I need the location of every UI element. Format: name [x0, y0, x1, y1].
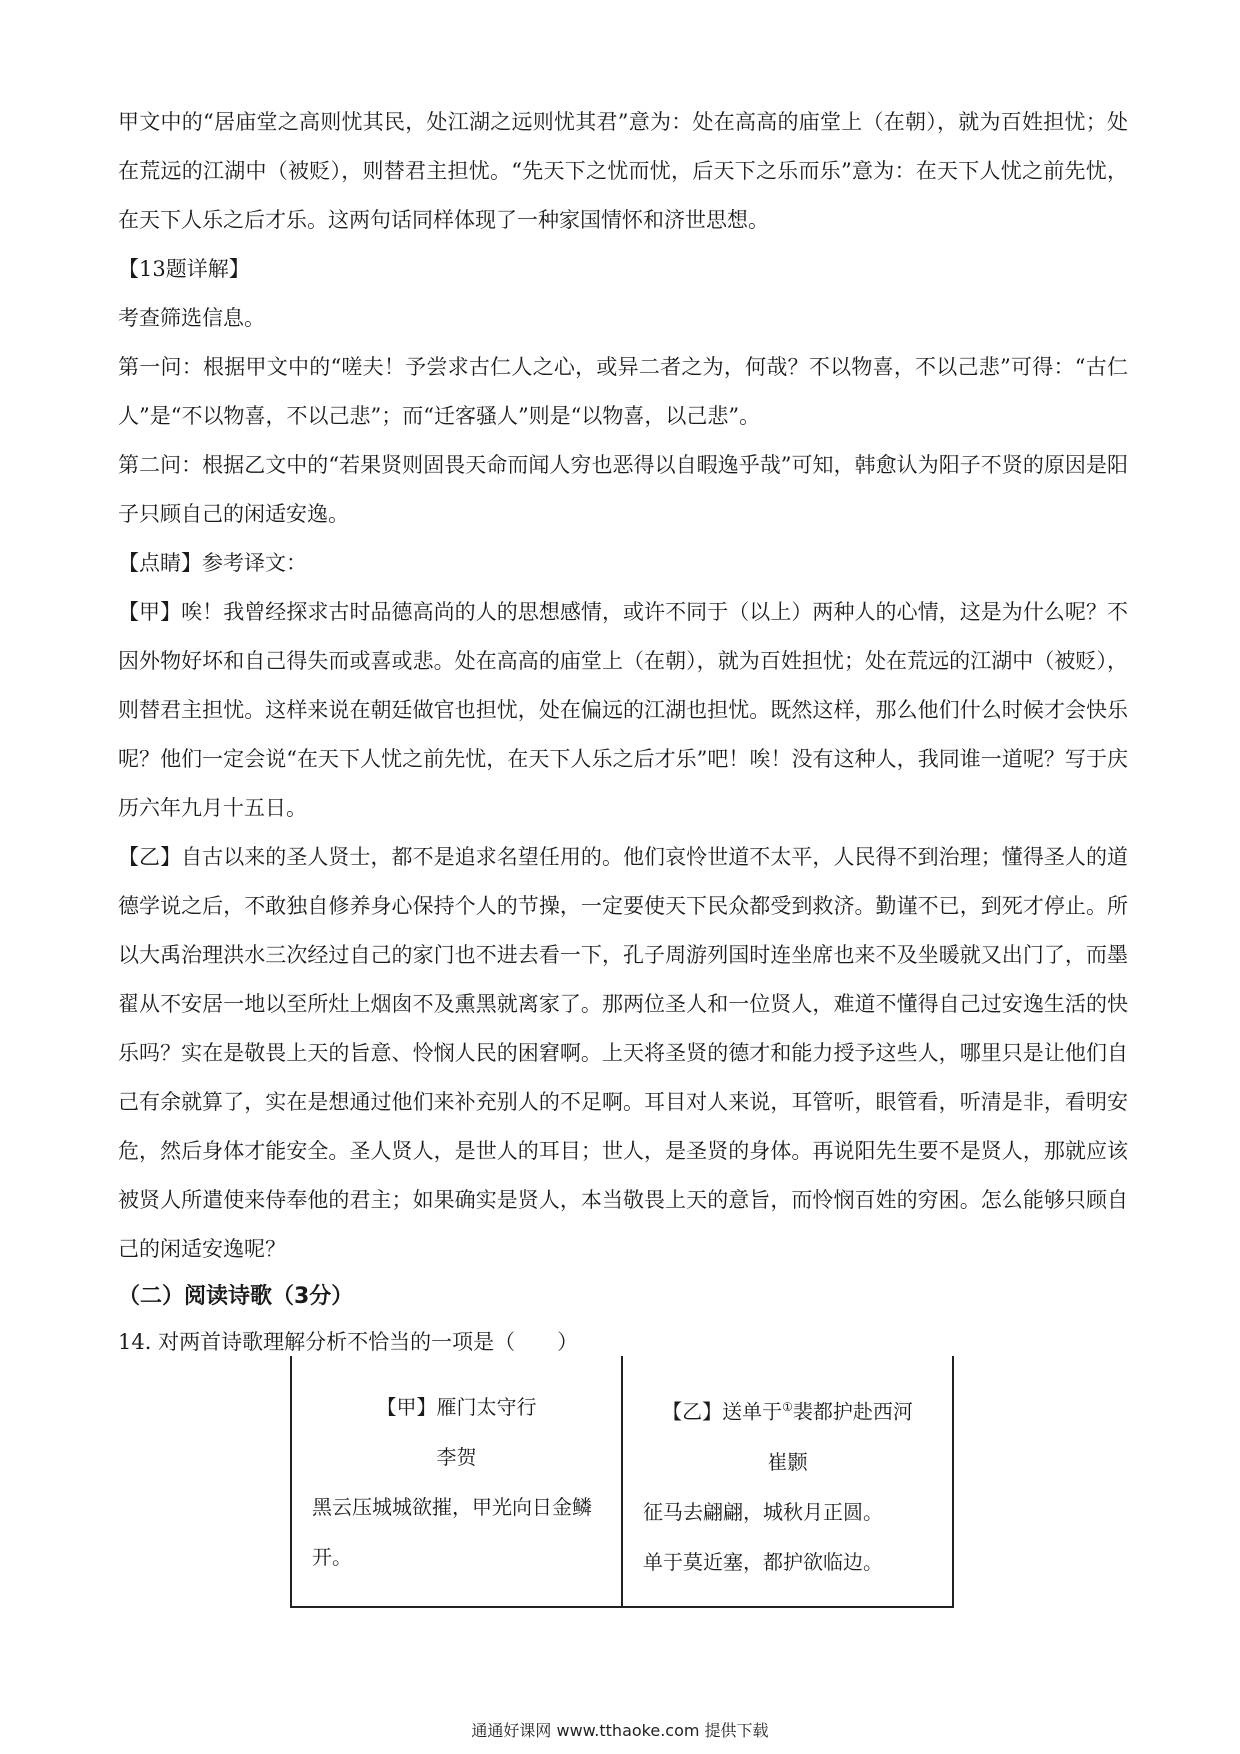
poem-yi-line-1: 征马去翩翩，城秋月正圆。: [643, 1499, 883, 1524]
poem-yi-author: 崔颢: [767, 1449, 808, 1474]
footnote-marker: ①: [782, 1400, 793, 1414]
paragraph-second-question: 第二问：根据乙文中的“若果贤则固畏天命而闻人穷也恶得以自暇逸乎哉”可知，韩愈认为阳子不贤的原因是阳子只顾自己的闲适安逸。: [118, 453, 1128, 526]
paragraph-reference-translation-label: 【点睛】参考译文：: [118, 551, 307, 575]
poem-yi-title-pre: 【乙】送单于: [662, 1399, 783, 1424]
poem-yi: [621, 1356, 952, 1606]
poem-yi-title: [623, 1382, 952, 1437]
paragraph-info-filter: 考查筛选信息。: [118, 306, 265, 330]
poem-jia-title: 【甲】雁门太守行: [376, 1395, 537, 1419]
question-14: 14. 对两首诗歌理解分析不恰当的一项是（ ）: [118, 1330, 579, 1354]
poem-table: [290, 1356, 954, 1608]
page-footer: 通通好课网 www.tthaoke.com 提供下载: [471, 1721, 769, 1740]
paragraph-first-question: 第一问：根据甲文中的“嗟夫！予尝求古仁人之心，或异二者之为，何哉？不以物喜，不以己悲”可得：“古仁人”是“不以物喜，不以己悲”；而“迁客骚人”则是“以物喜，以己悲”。: [118, 355, 1128, 428]
poem-yi-title-post: 裴都护赴西河: [792, 1399, 913, 1424]
poem-jia-author: 李贺: [436, 1445, 477, 1469]
poem-yi-line-2: 单于莫近塞，都护欲临边。: [643, 1549, 883, 1574]
heading-q13-detail: 【13题详解】: [118, 257, 250, 281]
paragraph-analysis-jia: 甲文中的“居庙堂之高则忧其民，处江湖之远则忧其君”意为：处在高高的庙堂上（在朝），就为百姓担忧；处在荒远的江湖中（被贬），则替君主担忧。“先天下之忧而忧，后天下之乐而乐”意为：在天下人忧之前先忧，在天下人乐之后才乐。这两句话同样体现了一种家国情怀和济世思想。: [118, 110, 1128, 232]
section-heading-poetry: （二）阅读诗歌（3分）: [118, 1284, 354, 1309]
paragraph-translation-jia: 【甲】唉！我曾经探求古时品德高尚的人的思想感情，或许不同于（以上）两种人的心情，这是为什么呢？不因外物好坏和自己得失而或喜或悲。处在高高的庙堂上（在朝），就为百姓担忧；处在荒远的江湖中（被贬），则替君主担忧。这样来说在朝廷做官也担忧，处在偏远的江湖也担忧。既然这样，那么他们什么时候才会快乐呢？他们一定会说“在天下人忧之前先忧，在天下人乐之后才乐”吧！唉！没有这种人，我同谁一道呢？写于庆历六年九月十五日。: [118, 600, 1128, 820]
poem-jia-line-1: 黑云压城城欲摧，甲光向日金鳞开。: [312, 1495, 592, 1569]
poem-jia: [292, 1356, 621, 1606]
document-body: [118, 98, 1128, 1364]
paragraph-translation-yi: 【乙】自古以来的圣人贤士，都不是追求名望任用的。他们哀怜世道不太平，人民得不到治理；懂得圣人的道德学说之后，不敢独自修养身心保持个人的节操，一定要使天下民众都受到救济。勤谨不已，到死才停止。所以大禹治理洪水三次经过自己的家门也不进去看一下，孔子周游列国时连坐席也来不及坐暖就又出门了，而墨翟从不安居一地以至所灶上烟囱不及熏黑就离家了。那两位圣人和一位贤人，难道不懂得自己过安逸生活的快乐吗？实在是敬畏上天的旨意、怜悯人民的困窘啊。上天将圣贤的德才和能力授予这些人，哪里只是让他们自己有余就算了，实在是想通过他们来补充别人的不足啊。耳目对人来说，耳管听，眼管看，听清是非，看明安危，然后身体才能安全。圣人贤人，是世人的耳目；世人，是圣贤的身体。再说阳先生要不是贤人，那就应该被贤人所遣使来侍奉他的君主；如果确实是贤人，本当敬畏上天的意旨，而怜悯百姓的穷困。怎么能够只顾自己的闲适安逸呢？: [118, 845, 1128, 1261]
